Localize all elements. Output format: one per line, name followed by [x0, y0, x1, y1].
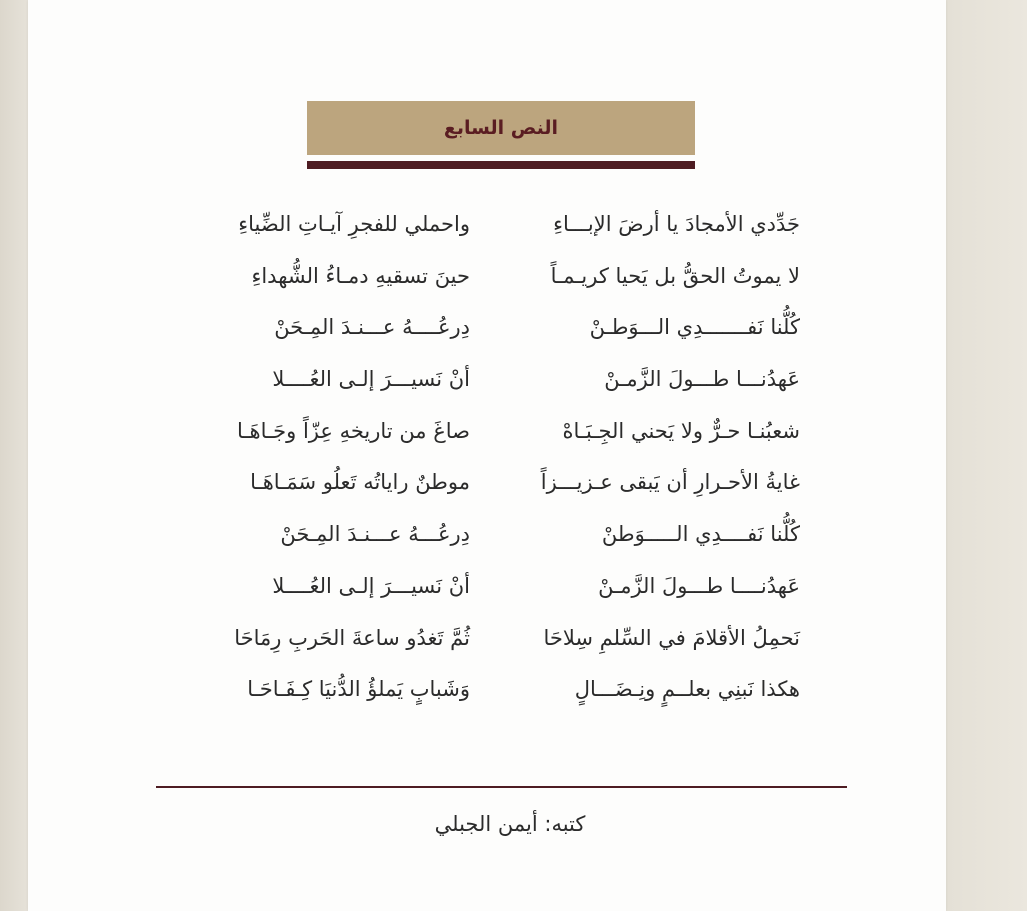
verse-second-hemistich: ثُمَّ تَغدُو ساعةَ الحَربِ رِمَاحَا [234, 625, 470, 650]
verse-row [200, 669, 800, 721]
verse-first-hemistich: لا يموتُ الحقُّ بل يَحيا كريـمـاً [550, 263, 800, 288]
verse-row [200, 411, 800, 463]
verse-row [200, 618, 800, 670]
footer-divider [156, 786, 847, 788]
verse-row [200, 359, 800, 411]
verse-second-hemistich: واحملي للفجرِ آيـاتِ الضِّياءِ [238, 212, 470, 236]
verse-second-hemistich: موطنٌ راياتُه تَعلُو سَمَـاهَـا [250, 470, 470, 495]
verse-row [200, 256, 800, 308]
poem [200, 204, 800, 721]
background-left-edge [0, 0, 28, 911]
verse-first-hemistich: نَحمِلُ الأقلامَ في السِّلمِ سِلاحَا [543, 625, 800, 650]
verse-second-hemistich: دِرعُـــهُ عـــنـدَ المِـحَنْ [280, 522, 470, 547]
verse-row [200, 204, 800, 256]
verse-row [200, 566, 800, 618]
page-title: النص السابع [443, 117, 559, 139]
verse-second-hemistich: أنْ نَسيـــرَ إلـى العُــــلا [272, 573, 470, 598]
verse-first-hemistich: شعبُنـا حـرٌّ ولا يَحني الجِـبَـاهْ [562, 418, 800, 443]
verse-first-hemistich: عَهدُنـــا طـــولَ الزَّمـنْ [604, 367, 800, 392]
verse-first-hemistich: عَهدُنــــا طـــولَ الزَّمـنْ [598, 573, 800, 598]
verse-first-hemistich: كُلُّنا نَفـــــــدِي الـــوَطـنْ [589, 315, 800, 340]
verse-row [200, 462, 800, 514]
title-banner [307, 101, 695, 155]
verse-second-hemistich: وَشَبابٍ يَملؤُ الدُّنيَا كِـفَـاحَـا [247, 677, 470, 702]
verse-first-hemistich: جَدِّدي الأمجادَ يا أرضَ الإبـــاءِ [553, 212, 800, 236]
background-right-edge [946, 0, 1027, 911]
verse-second-hemistich: صاغَ من تاريخهِ عِزّاً وجَـاهَـا [237, 418, 470, 443]
verse-first-hemistich: كُلُّنا نَفــــدِي الـــــوَطنْ [601, 522, 800, 547]
verse-row [200, 514, 800, 566]
author-credit: كتبه: أيمن الجبلي [434, 812, 586, 836]
verse-second-hemistich: حينَ تسقيهِ دمـاءُ الشُّهداءِ [251, 263, 470, 288]
verse-second-hemistich: دِرعُــــهُ عـــنـدَ المِـحَنْ [274, 315, 470, 340]
verse-first-hemistich: غايةُ الأحـرارِ أن يَبقى عـزيـــزاً [540, 470, 800, 495]
verse-second-hemistich: أنْ نَسيـــرَ إلـى العُــــلا [272, 367, 470, 392]
title-underline [307, 161, 695, 169]
verse-row [200, 307, 800, 359]
verse-first-hemistich: هكذا نَبنِي بعلــمٍ ونِـضَـــالٍ [574, 677, 800, 702]
